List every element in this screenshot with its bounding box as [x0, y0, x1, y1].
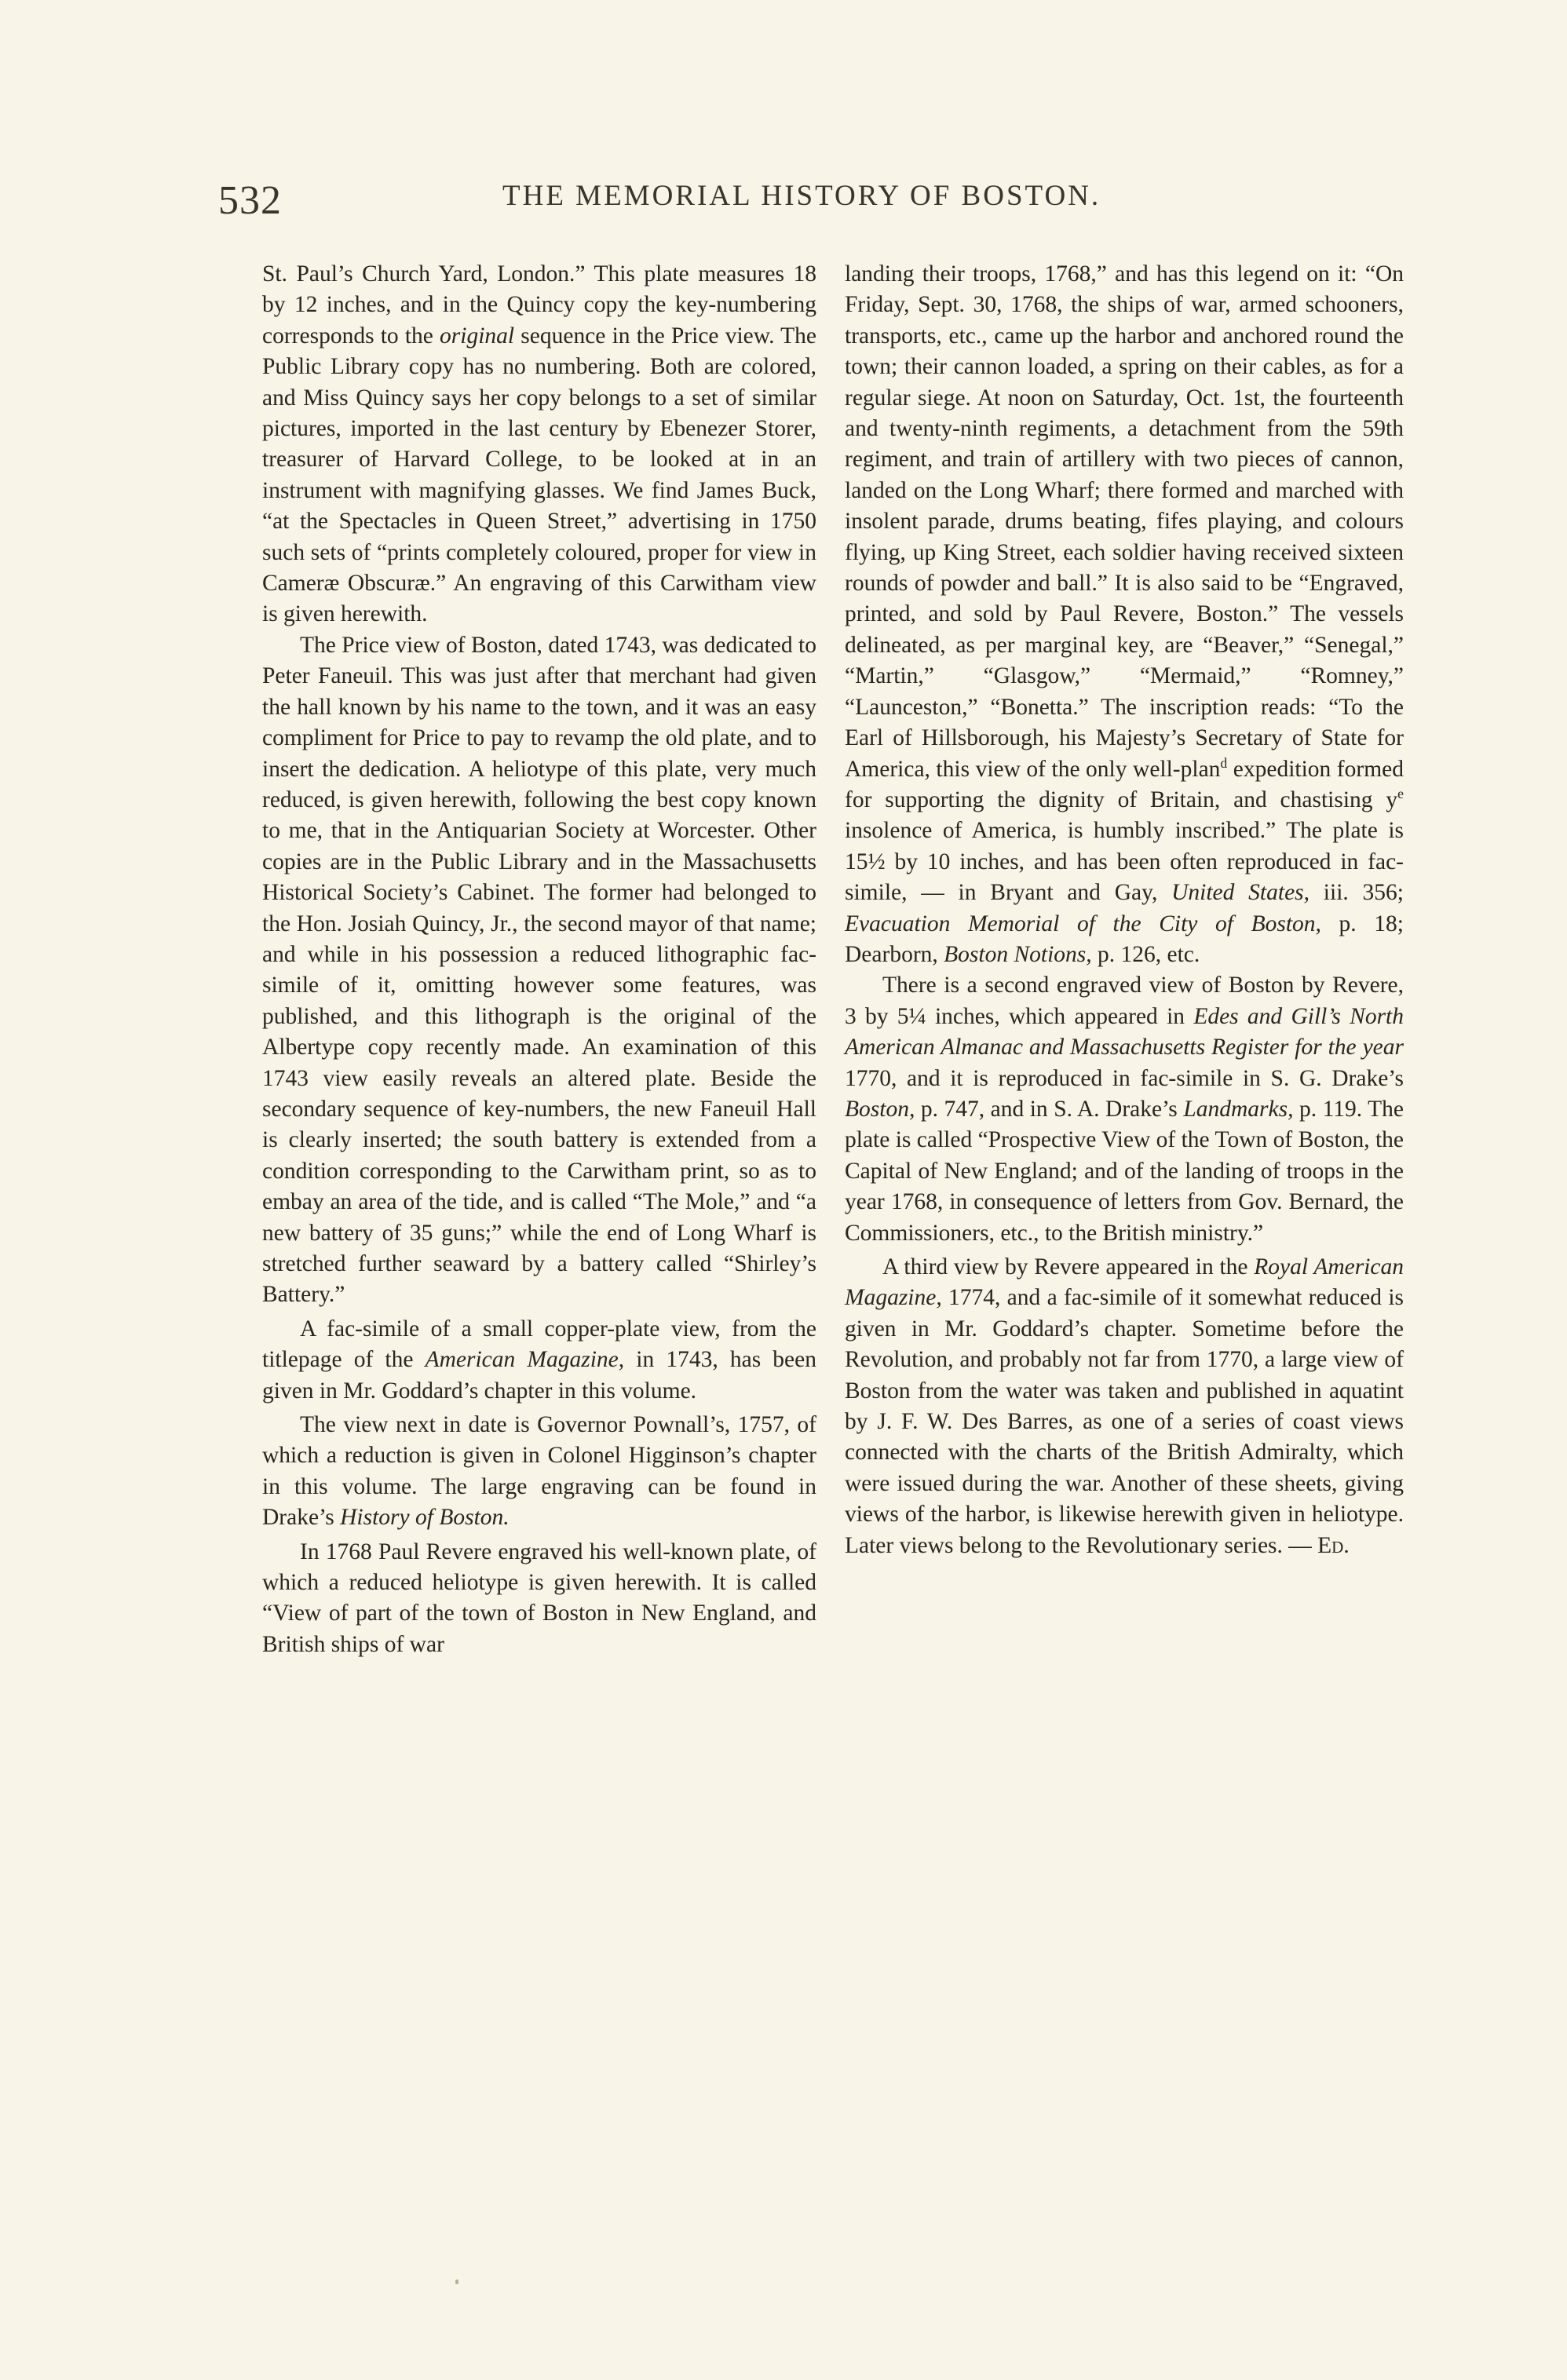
paragraph	[262, 1314, 816, 1407]
paragraph: The Price view of Boston, dated 1743, was dedicated to Peter Faneuil. This was just after that merchant had given the hall known by his name to the town, and it was an easy compliment for Price to pay to revamp the old plate, and to insert the dedication. A heliotype of this plate, very much reduced, is given herewith, following the best copy known to me, that in the Antiquarian Society at Worcester. Other copies are in the Public Library and in the Massachusetts Historical Society’s Cabinet. The former had belonged to the Hon. Josiah Quincy, Jr., the second mayor of that name; and while in his possession a reduced lithographic fac-simile of it, omitting however some features, was published, and this lithograph is the original of the Albertype copy recently made. An examination of this 1743 view easily reveals an altered plate. Beside the secondary sequence of key-numbers, the new Faneuil Hall is clearly inserted; the south battery is extended from a condition corresponding to the Carwitham print, so as to embay an area of the tide, and is called “The Mole,” and “a new battery of 35 guns;” while the end of Long Wharf is stretched further seaward by a battery called “Shirley’s Battery.”	[262, 632, 816, 1308]
text-run: sequence in the Price view. The Public Library copy has no numbering. Both are colored, and Miss Quincy says her copy belongs to a set of similar pictures, imported in the last century by Ebenezer Storer, treasurer of Harvard College, to be looked at in an instrument with magnifying glasses. We find James Buck, “at the Spectacles in Queen Street,” advertising in 1750 such sets of “prints completely coloured, proper for view in Cameræ Obscuræ.” An engraving of this Carwitham view is given herewith.	[262, 323, 816, 627]
text-run: 1774, and a fac-simile of it somewhat reduced is given in Mr. Goddard’s chapter. Sometime before the Revolution, and probably not far from 1770, a large view of Boston from the water was taken and published in aquatint by J. F. W. Des Barres, as one of a series of coast views connected with the charts of the British Admiralty, which were issued during the war. Another of these sheets, giving views of the harbor, is likewise herewith given in heliotype. Later views belong to the Revolutionary series. —	[845, 1285, 1404, 1558]
text-run: A fac-simile of a small copper-plate view, from the titlepage of the	[262, 1316, 816, 1373]
paragraph	[262, 1410, 816, 1534]
italic-title: History of Boston.	[340, 1505, 510, 1531]
text-run: landing their troops, 1768,” and has this legend on it: “On Friday, Sept. 30, 1768, the ships of war, armed schooners, transports, etc., came up the harbor and anchored round the town; their cannon loaded, a spring on their cables, as for a regular siege. At noon on Saturday, Oct. 1st, the fourteenth and twenty-ninth regiments, a detachment from the 59th regiment, and train of artillery with two pieces of cannon, landed on the Long Wharf; there formed and marched with insolent parade, drums beating, fifes playing, and colours flying, up King Street, each soldier having received sixteen rounds of powder and ball.” It is also said to be “Engraved, printed, and sold by Paul Revere, Boston.” The vessels delineated, as per marginal key, are “Beaver,” “Senegal,” “Martin,” “Glasgow,” “Mermaid,” “Romney,” “Launceston,” “Bonetta.” The inscription reads: “To the Earl of Hillsborough, his Majesty’s Secretary of State for America, this view of the only well-plan	[845, 261, 1404, 782]
italic-title: Boston Notions,	[944, 941, 1092, 967]
paragraph	[845, 970, 1404, 1249]
superscript: e	[1397, 786, 1404, 802]
italic-title: original	[440, 323, 515, 349]
text-run: p. 126, etc.	[1091, 941, 1200, 967]
italic-title: Edes and Gill’s North American Almanac and Massachusetts Register for the year	[845, 1003, 1404, 1060]
text-run: A third view by Revere appeared in the	[882, 1254, 1255, 1279]
italic-title: Boston,	[845, 1096, 915, 1122]
paper-speck	[455, 2280, 458, 2284]
right-column	[845, 259, 1404, 1561]
left-column	[262, 259, 816, 1660]
text-run: expedition formed for supporting the dignity of Britain, and chastising y	[845, 756, 1404, 812]
superscript: d	[1220, 754, 1228, 771]
text-run: The view next in date is Governor Pownall’s, 1757, of which a reduction is given in Colonel Higginson’s chapter in this volume. The large engraving can be found in Drake’s	[262, 1412, 816, 1531]
italic-title: Royal American Magazine,	[845, 1254, 1404, 1311]
editor-signature: Ed.	[1317, 1532, 1350, 1558]
paragraph	[845, 259, 1404, 970]
text-run: p. 18; Dearborn,	[845, 911, 1404, 967]
text-run: in 1743, has been given in Mr. Goddard’s chapter in this volume.	[262, 1347, 816, 1404]
text-run: insolence of America, is humbly inscribed.” The plate is 15½ by 10 inches, and has been often reproduced in fac-simile, — in Bryant and Gay,	[845, 818, 1404, 906]
italic-title: Landmarks,	[1183, 1096, 1294, 1122]
text-run: p. 119. The plate is called “Prospective View of the Town of Boston, the Capital of New England; and of the landing of troops in the year 1768, in consequence of letters from Gov. Bernard, the Commissioners, etc., to the British ministry.”	[845, 1096, 1404, 1246]
running-head: THE MEMORIAL HISTORY OF BOSTON.	[502, 180, 1101, 212]
italic-title: American Magazine,	[425, 1347, 625, 1373]
text-run: St. Paul’s Church Yard, London.” This plate measures 18 by 12 inches, and in the Quincy copy the key-numbering corresponds to the	[262, 261, 816, 349]
italic-title: Evacuation Memorial of the City of Boston,	[845, 911, 1321, 936]
text-run: p. 747, and in S. A. Drake’s	[915, 1096, 1184, 1122]
text-run: iii. 356;	[1309, 880, 1404, 906]
italic-title: United States,	[1171, 880, 1310, 906]
text-run: 1770, and it is reproduced in fac-simile in S. G. Drake’s	[845, 1065, 1404, 1091]
page-number: 532	[218, 178, 282, 223]
text-run: There is a second engraved view of Boston by Revere, 3 by 5¼ inches, which appeared in	[845, 973, 1404, 1029]
paragraph: In 1768 Paul Revere engraved his well-known plate, of which a reduced heliotype is given herewith. It is called “View of part of the town of Boston in New England, and British ships of war	[262, 1539, 816, 1657]
paragraph	[845, 1252, 1404, 1561]
paragraph	[262, 259, 816, 630]
